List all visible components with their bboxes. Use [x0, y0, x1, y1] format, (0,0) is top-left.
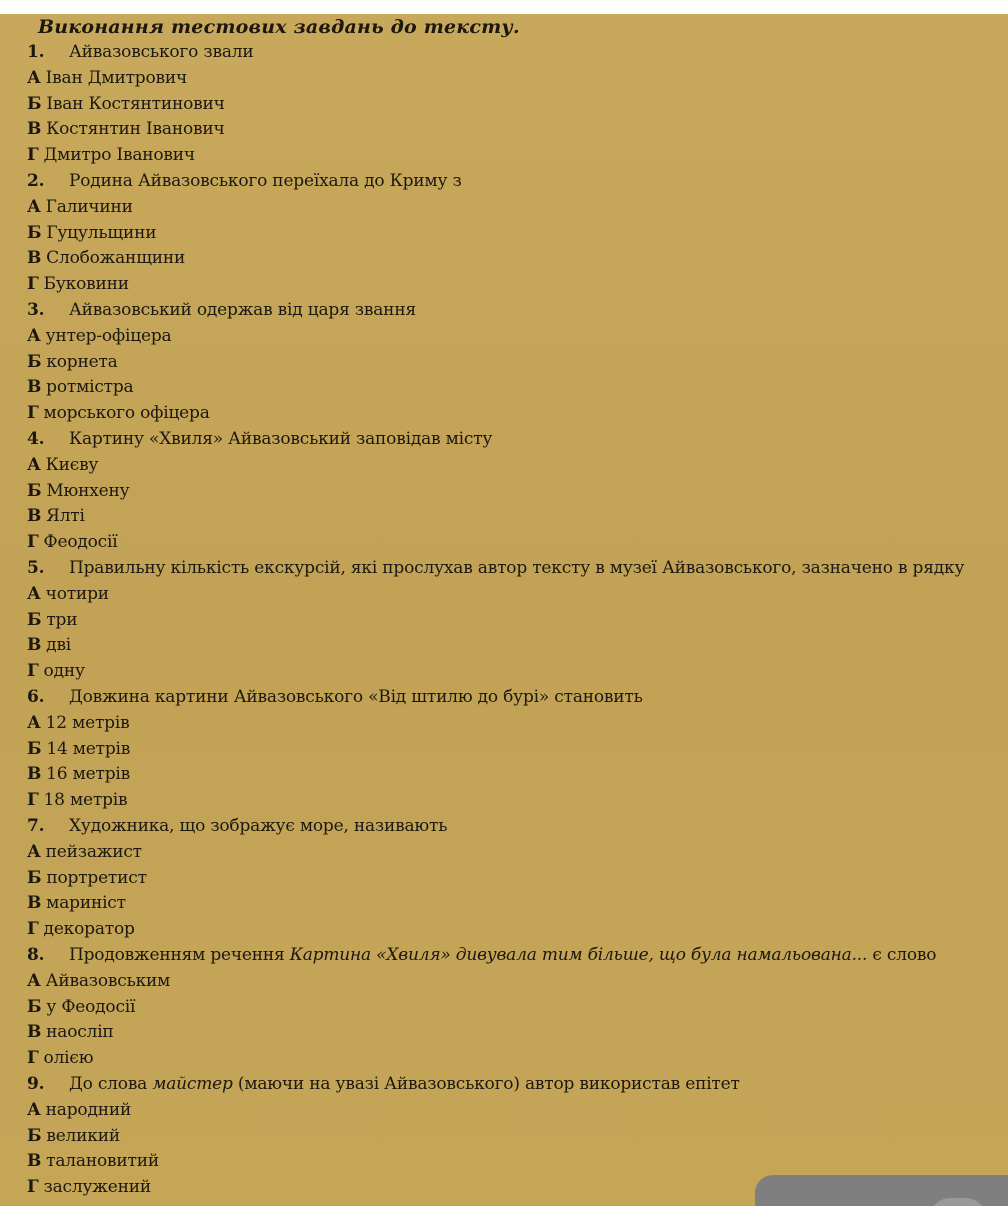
option-letter: А [27, 196, 41, 217]
option-text: Києву [45, 454, 99, 475]
answer-option [27, 711, 129, 737]
option-letter: Б [27, 222, 42, 243]
answer-option [27, 504, 85, 530]
option-text: Буковини [43, 274, 129, 295]
option-letter: А [27, 970, 41, 991]
option-letter: В [27, 764, 42, 785]
option-letter: В [27, 248, 42, 269]
option-text: народний [45, 1099, 132, 1120]
option-text: Гуцульщини [46, 222, 157, 243]
option-text: Іван Дмитрович [45, 67, 188, 88]
question-text: майстер [152, 1074, 233, 1094]
answer-option [27, 737, 130, 763]
question-line [27, 427, 492, 453]
question-number: 6. [27, 687, 45, 707]
option-text: у Феодосії [46, 996, 136, 1017]
question-text: До слова [69, 1074, 153, 1094]
question-text: Правильну кількість екскурсій, які прослухав автор тексту в музеї Айвазовського, зазначено в рядку [69, 558, 965, 578]
question-text: Довжина картини Айвазовського «Від штилю до бурі» становить [69, 687, 643, 707]
answer-option [27, 788, 127, 814]
answer-option [27, 1124, 120, 1150]
answer-option [27, 530, 117, 556]
option-letter: Б [27, 738, 42, 759]
page-title: Виконання тестових завдань до тексту. [38, 16, 520, 38]
answer-option [27, 633, 71, 659]
option-text: морського офіцера [43, 403, 210, 424]
option-text: портретист [46, 867, 147, 888]
question-line [27, 1072, 740, 1098]
option-letter: Б [27, 867, 42, 888]
answer-option [27, 917, 135, 943]
answer-option [27, 246, 185, 272]
question-text: (маючи на увазі Айвазовського) автор використав епітет [232, 1074, 740, 1094]
answer-option [27, 143, 195, 169]
answer-option [27, 324, 171, 350]
option-text: 18 метрів [43, 790, 128, 811]
question-text: Айвазовський одержав від царя звання [69, 300, 416, 320]
answer-option [27, 969, 170, 995]
option-text: ротмістра [46, 377, 134, 398]
question-text: Художника, що зображує море, називають [69, 816, 448, 836]
option-text: мариніст [46, 893, 126, 914]
question-line [27, 298, 416, 324]
answer-option [27, 117, 225, 143]
option-letter: Г [27, 1048, 39, 1069]
option-text: великий [46, 1125, 120, 1146]
option-letter: А [27, 1099, 41, 1120]
answer-option [27, 453, 98, 479]
answer-option [27, 995, 135, 1021]
answer-option [27, 1098, 131, 1124]
option-text: наосліп [46, 1022, 114, 1043]
answer-option [27, 840, 142, 866]
option-letter: А [27, 67, 41, 88]
question-line [27, 169, 462, 195]
option-letter: Г [27, 661, 39, 682]
answer-option [27, 350, 118, 376]
answer-option [27, 401, 210, 427]
option-letter: В [27, 1151, 42, 1172]
answer-option [27, 221, 156, 247]
answer-option [27, 582, 109, 608]
option-text: Слобожанщини [46, 248, 186, 269]
answer-option [27, 762, 130, 788]
option-letter: Г [27, 274, 39, 295]
question-number: 9. [27, 1074, 45, 1094]
answer-option [27, 891, 126, 917]
option-text: Ялті [46, 506, 85, 527]
option-letter: А [27, 454, 41, 475]
option-letter: В [27, 119, 42, 140]
answer-option [27, 659, 85, 685]
option-text: талановитий [46, 1151, 159, 1172]
answer-option [27, 1149, 159, 1175]
answer-option [27, 272, 129, 298]
option-text: 14 метрів [46, 738, 131, 759]
question-text: Картина «Хвиля» дивувала тим більше, що була намальована... [289, 945, 868, 965]
option-text: декоратор [43, 919, 135, 940]
answer-option [27, 92, 225, 118]
option-letter: А [27, 325, 41, 346]
question-text: Продовженням речення [69, 945, 290, 965]
option-text: Костянтин Іванович [46, 119, 225, 140]
option-text: 16 метрів [46, 764, 130, 785]
answer-option [27, 608, 77, 634]
option-letter: Г [27, 790, 39, 811]
option-letter: В [27, 1022, 42, 1043]
option-text: Айвазовським [45, 970, 171, 991]
option-letter: А [27, 712, 41, 733]
option-letter: В [27, 377, 42, 398]
answer-option [27, 375, 134, 401]
option-letter: Г [27, 145, 39, 166]
option-letter: А [27, 841, 41, 862]
question-line [27, 943, 936, 969]
question-text: Картину «Хвиля» Айвазовський заповідав місту [69, 429, 493, 449]
option-letter: В [27, 635, 42, 656]
answer-option [27, 1046, 93, 1072]
question-text: Айвазовського звали [69, 42, 254, 62]
answer-option [27, 66, 187, 92]
option-text: Дмитро Іванович [43, 145, 195, 166]
document-page [0, 14, 1008, 1206]
question-text: Родина Айвазовського переїхала до Криму з [69, 171, 462, 191]
option-text: корнета [46, 351, 118, 372]
question-line [27, 40, 253, 66]
option-letter: Г [27, 919, 39, 940]
question-number: 3. [27, 300, 45, 320]
option-text: пейзажист [45, 841, 142, 862]
option-text: Мюнхену [46, 480, 130, 501]
answer-option [27, 1020, 114, 1046]
question-number: 4. [27, 429, 45, 449]
option-text: одну [43, 661, 85, 682]
option-text: унтер-офіцера [45, 325, 172, 346]
option-text: заслужений [43, 1177, 151, 1198]
option-letter: Б [27, 480, 42, 501]
option-text: Іван Костянтинович [46, 93, 225, 114]
option-letter: В [27, 893, 42, 914]
question-line [27, 685, 643, 711]
option-text: дві [46, 635, 72, 656]
option-text: чотири [45, 583, 109, 604]
option-letter: Г [27, 403, 39, 424]
option-letter: Б [27, 609, 42, 630]
option-letter: А [27, 583, 41, 604]
answer-option [27, 866, 147, 892]
option-letter: Б [27, 996, 42, 1017]
option-letter: Г [27, 532, 39, 553]
answer-option [27, 479, 129, 505]
option-text: олією [43, 1048, 94, 1069]
option-letter: Б [27, 93, 42, 114]
option-letter: В [27, 506, 42, 527]
question-number: 7. [27, 816, 45, 836]
question-number: 1. [27, 42, 45, 62]
question-text: є слово [867, 945, 937, 965]
answer-option [27, 195, 133, 221]
option-text: Феодосії [43, 532, 118, 553]
option-letter: Б [27, 351, 42, 372]
question-number: 8. [27, 945, 45, 965]
option-text: три [46, 609, 78, 630]
question-line [27, 814, 447, 840]
option-text: Галичини [45, 196, 133, 217]
option-letter: Б [27, 1125, 42, 1146]
option-text: 12 метрів [45, 712, 130, 733]
question-line [27, 556, 964, 582]
question-number: 2. [27, 171, 45, 191]
answer-option [27, 1175, 151, 1201]
question-number: 5. [27, 558, 45, 578]
option-letter: Г [27, 1177, 39, 1198]
